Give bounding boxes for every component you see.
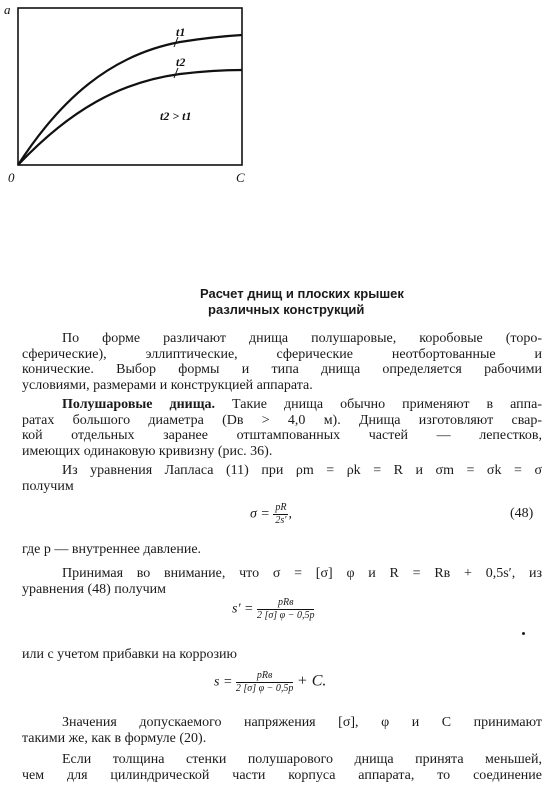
denominator: 2s′: [275, 515, 287, 526]
text-fragment: Такие днища обычно применяют в аппа-: [215, 397, 542, 412]
heading-line-1: Расчет днищ и плоских крышек: [200, 286, 404, 301]
curves-figure: [0, 0, 260, 190]
text-line: получим: [22, 478, 74, 494]
heading-line-2: различных конструкций: [208, 302, 365, 317]
formula-lhs: s =: [214, 674, 233, 690]
text-line: или с учетом прибавки на коррозию: [22, 647, 237, 662]
text-line: уравнения (48) получим: [22, 581, 166, 597]
numerator: pRв: [236, 670, 294, 683]
curve-2-label: t2: [176, 55, 186, 69]
text-line: такими же, как в формуле (20).: [22, 730, 207, 746]
text-line: [22, 397, 542, 413]
text-line: конические. Выбор формы и типа днища определяется рабочими: [22, 362, 542, 377]
paragraph-hemispherical: [22, 397, 542, 459]
formula-tail: ,: [288, 506, 292, 522]
leader-t2: [174, 68, 178, 78]
text-line: ратах большого диаметра (Dв > 4,0 м). Днища изготовляют свар-: [22, 412, 542, 428]
text-line: Принимая во внимание, что σ = [σ] φ и R = Rв + 0,5s′, из: [62, 566, 542, 581]
curve-t2: [18, 70, 242, 165]
text-line: чем для цилиндрической части корпуса аппарата, то соединение: [22, 767, 542, 783]
formula-lhs: s′ =: [232, 601, 254, 617]
paragraph-corrosion: [22, 647, 542, 663]
denominator: 2 [σ] φ − 0,5p: [235, 683, 294, 694]
paragraph-laplace: [22, 463, 542, 494]
text-line: Из уравнения Лапласа (11) при ρm = ρk = R и σm = σk = σ: [62, 463, 542, 478]
bold-lead-in: Полушаровые днища.: [62, 397, 216, 412]
relation-label: t2 > t1: [160, 109, 192, 123]
formula-tail: + C.: [296, 672, 327, 690]
fraction: [273, 502, 288, 527]
origin-label: 0: [8, 170, 15, 185]
formula-s-prime: [232, 597, 314, 622]
paragraph-forms: [22, 331, 542, 393]
section-heading: [200, 286, 460, 318]
numerator: pRв: [257, 597, 315, 610]
formula-s: [214, 670, 326, 695]
text-line: имеющих одинаковую кривизну (рис. 36).: [22, 443, 273, 459]
x-axis-label: C: [236, 170, 245, 185]
formula-48: [250, 502, 292, 527]
denominator: 2 [σ] φ − 0,5p: [256, 610, 315, 621]
text-line: сферические), эллиптические, сферические неотбортованные и: [22, 346, 542, 362]
fraction: [257, 597, 315, 622]
curve-t1: [18, 35, 242, 165]
equation-number: (48): [510, 506, 534, 521]
stray-dot: [522, 632, 525, 635]
text-line: Значения допускаемого напряжения [σ], φ и C принимают: [62, 715, 542, 730]
fraction: [236, 670, 294, 695]
curve-1-label: t1: [176, 25, 186, 39]
paragraph-thickness: [22, 752, 542, 783]
paragraph-considering: [22, 566, 542, 597]
text-line: условиями, размерами и конструкцией аппарата.: [22, 377, 313, 393]
y-axis-label: a: [4, 2, 11, 17]
text-line: где p — внутреннее давление.: [22, 542, 202, 557]
numerator: pR: [275, 502, 287, 513]
text-line: кой отдельных заранее отштампованных частей — лепестков,: [22, 428, 542, 443]
text-line: Если толщина стенки полушарового днища принята меньшей,: [62, 752, 542, 767]
formula-lhs: σ =: [250, 506, 270, 522]
paragraph-values: [22, 715, 542, 746]
text-line: По форме различают днища полушаровые, коробовые (торо-: [62, 331, 542, 346]
paragraph-pressure: [22, 542, 542, 558]
